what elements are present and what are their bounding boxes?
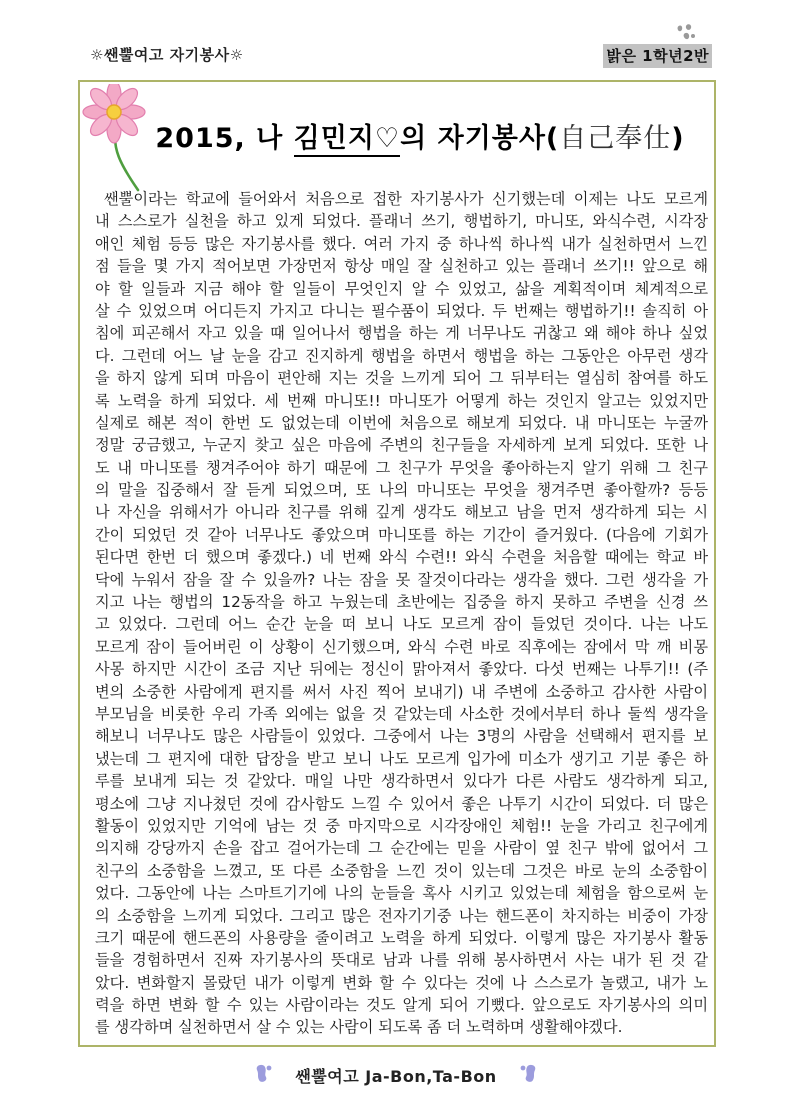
essay-line: 침에 피곤해서 자고 있을 때 일어나서 행법을 하는 게 너무나도 귀찮고 왜 해야 하나 싶었: [95, 324, 708, 343]
title-close-paren: ): [671, 123, 685, 154]
essay-line: 해보니 너무나도 많은 사람들이 있었다. 그중에서 나는 3명의 사람을 선택해서 편지를 보: [95, 727, 708, 746]
essay-body: [95, 188, 708, 1039]
essay-line: 크기 때문에 핸드폰의 사용량을 줄이려고 노력을 하게 되었다. 이렇게 많은 자기봉사 활동: [95, 928, 708, 947]
essay-line: 루를 보내게 되는 것 같았다. 매일 나만 생각하면서 있다가 다른 사람도 생각하게 되고,: [95, 772, 708, 791]
essay-line: 야 할 일들과 지금 해야 할 일들이 무엇인지 알 수 있었고, 삶을 계획적이며 체계적으로: [95, 279, 708, 298]
title-hanja: 自己奉仕: [559, 123, 672, 154]
essay-line: 친구의 소중함을 느꼈고, 또 다른 소중함을 느낀 것이 있는데 그것은 바로 눈의 소중함이: [95, 861, 708, 880]
essay-line: 애인 체험 등등 많은 자기봉사를 했다. 여러 가지 중 하나씩 하나씩 내가 실천하면서 느낀: [95, 234, 708, 253]
essay-line: 를 생각하며 실천하면서 살 수 있는 사람이 되도록 좀 더 노력하며 생활해야겠다.: [95, 1018, 623, 1037]
essay-line: 닥에 누워서 잠을 잘 수 있을까? 나는 잠을 못 잘것이다라는 생각을 했다. 그런 생각을 가: [95, 570, 708, 589]
essay-line: 다. 그런데 어느 날 눈을 감고 진지하게 행법을 하면서 행법을 하는 그동안은 아무런 생각: [95, 346, 708, 365]
essay-line: 지고 나는 행법의 12동작을 하고 누웠는데 초반에는 집중을 하지 못하고 주변을 신경 쓰: [95, 593, 708, 612]
essay-line: 도 내 마니또를 챙겨주어야 하기 때문에 그 친구가 무엇을 좋아하는지 알기 위해 그 친구: [95, 458, 708, 477]
essay-line: 의 말을 집중해서 잘 듣게 되었으며, 또 나의 마니또는 무엇을 챙겨주면 좋아할까? 등등: [95, 481, 708, 500]
essay-line: 았다. 변화할지 몰랐던 내가 이렇게 변화 할 수 있다는 것에 나 스스로가 놀랬고, 내가 노: [95, 973, 708, 992]
essay-line: 살 수 있었으며 어디든지 가지고 다니는 필수품이 되었다. 두 번째는 행법하기!! 솔직히 아: [95, 301, 708, 320]
title-mid-part: 의 자기봉사(: [400, 123, 560, 154]
page-footer: [0, 1062, 792, 1088]
title-year-part: 2015, 나: [155, 123, 294, 154]
school-header-text: ☼쌘뿔여고 자기봉사☼: [90, 46, 244, 64]
title-student-name: 김민지♡: [294, 123, 400, 157]
footprint-right-icon: [515, 1062, 541, 1088]
essay-line: 점 들을 몇 가지 적어보면 가장먼저 항상 매일 잘 실천하고 있는 플래너 쓰기!! 앞으로 해: [95, 257, 708, 276]
essay-line: 쌘뿔이라는 학교에 들어와서 처음으로 접한 자기봉사가 신기했는데 이제는 나도 모르게: [104, 190, 708, 208]
essay-line: 평소에 그냥 지나쳤던 것에 감사함도 느낄 수 있어서 좋은 나투기 시간이 되었다. 더 많은: [95, 794, 708, 813]
essay-line: 의지해 강당까지 손을 잡고 걸어가는데 그 순간에는 믿을 사람이 옆 친구 밖에 없어서 그: [95, 839, 708, 858]
essay-line: 간이 되었던 것 같아 너무나도 좋았으며 마니또를 하는 기간이 즐거웠다. (다음에 기회가: [95, 525, 708, 544]
essay-line: 부모님을 비롯한 우리 가족 외에는 없을 것 같았는데 사소한 것에서부터 하나 둘씩 생각을: [95, 704, 708, 723]
footprints-icon: [670, 24, 704, 46]
footer-label: 쌘뿔여고 Ja-Bon,Ta-Bon: [295, 1066, 497, 1086]
essay-line: 내 스스로가 실천을 하고 있게 되었다. 플래너 쓰기, 행법하기, 마니또, 와식수련, 시각장: [95, 212, 708, 231]
essay-line: 변의 소중한 사람에게 편지를 써서 사진 찍어 보내기) 내 주변에 소중하고 감사한 사람이: [95, 682, 708, 701]
essay-line: 었다. 그동안에 나는 스마트기기에 나의 눈들을 혹사 시키고 있었는데 체험을 함으로써 눈: [95, 884, 708, 903]
essay-line: 실제로 해본 적이 한번 도 없었는데 이번에 처음으로 해보게 되었다. 내 마니또는 누굴까: [95, 413, 708, 432]
page-title: [140, 116, 700, 155]
essay-line: 활동이 있었지만 기억에 남는 것 중 마지막으로 시각장애인 체험!! 눈을 가리고 친구에게: [95, 816, 708, 835]
essay-line: 록 노력을 하게 되었다. 세 번째 마니또!! 마니또가 어떻게 하는 것인지 알고는 있었지만: [95, 391, 708, 410]
cosmos-flower-icon: [82, 84, 146, 194]
class-badge: 밝은 1학년2반: [603, 44, 712, 68]
essay-line: 고 있었다. 그런데 어느 순간 눈을 떠 보니 나도 모르게 잠이 들었던 것이다. 나는 나도: [95, 615, 708, 634]
footprint-left-icon: [251, 1062, 277, 1088]
essay-line: 의 소중함을 느끼게 되었다. 그리고 많은 전자기기중 나는 핸드폰이 차지하는 비중이 가장: [95, 906, 708, 925]
essay-line: 냈는데 그 편지에 대한 답장을 받고 보니 나도 모르게 입가에 미소가 생기고 기분 좋은 하: [95, 749, 708, 768]
essay-line: 들을 경험하면서 진짜 자기봉사의 뜻대로 남과 나를 위해 봉사하면서 사는 내가 된 것 같: [95, 951, 708, 970]
essay-line: 을 하지 않게 되며 마음이 편안해 지는 것을 느끼게 되어 그 뒤부터는 열심히 참여를 하도: [95, 369, 708, 388]
essay-line: 사몽 하지만 시간이 조금 지난 뒤에는 정신이 맑아져서 좋았다. 다섯 번째는 나투기!! (주: [95, 660, 708, 679]
essay-line: 정말 궁금했고, 누군지 찾고 싶은 마음에 주변의 친구들을 자세하게 보게 되었다. 또한 나: [95, 436, 708, 455]
essay-line: 나 자신을 위해서가 아니라 친구를 위해 깊게 생각도 해보고 남을 먼저 생각하게 되는 시: [95, 503, 708, 522]
essay-line: 력을 하면 변화 할 수 있는 사람이라는 것도 알게 되어 기뻤다. 앞으로도 자기봉사의 의미: [95, 996, 708, 1015]
essay-line: 된다면 한번 더 했으며 좋겠다.) 네 번째 와식 수련!! 와식 수련을 처음할 때에는 학교 바: [95, 548, 708, 567]
essay-line: 모르게 잠이 들어버린 이 상황이 신기했으며, 와식 수련 바로 직후에는 잠에서 막 깨 비몽: [95, 637, 708, 656]
